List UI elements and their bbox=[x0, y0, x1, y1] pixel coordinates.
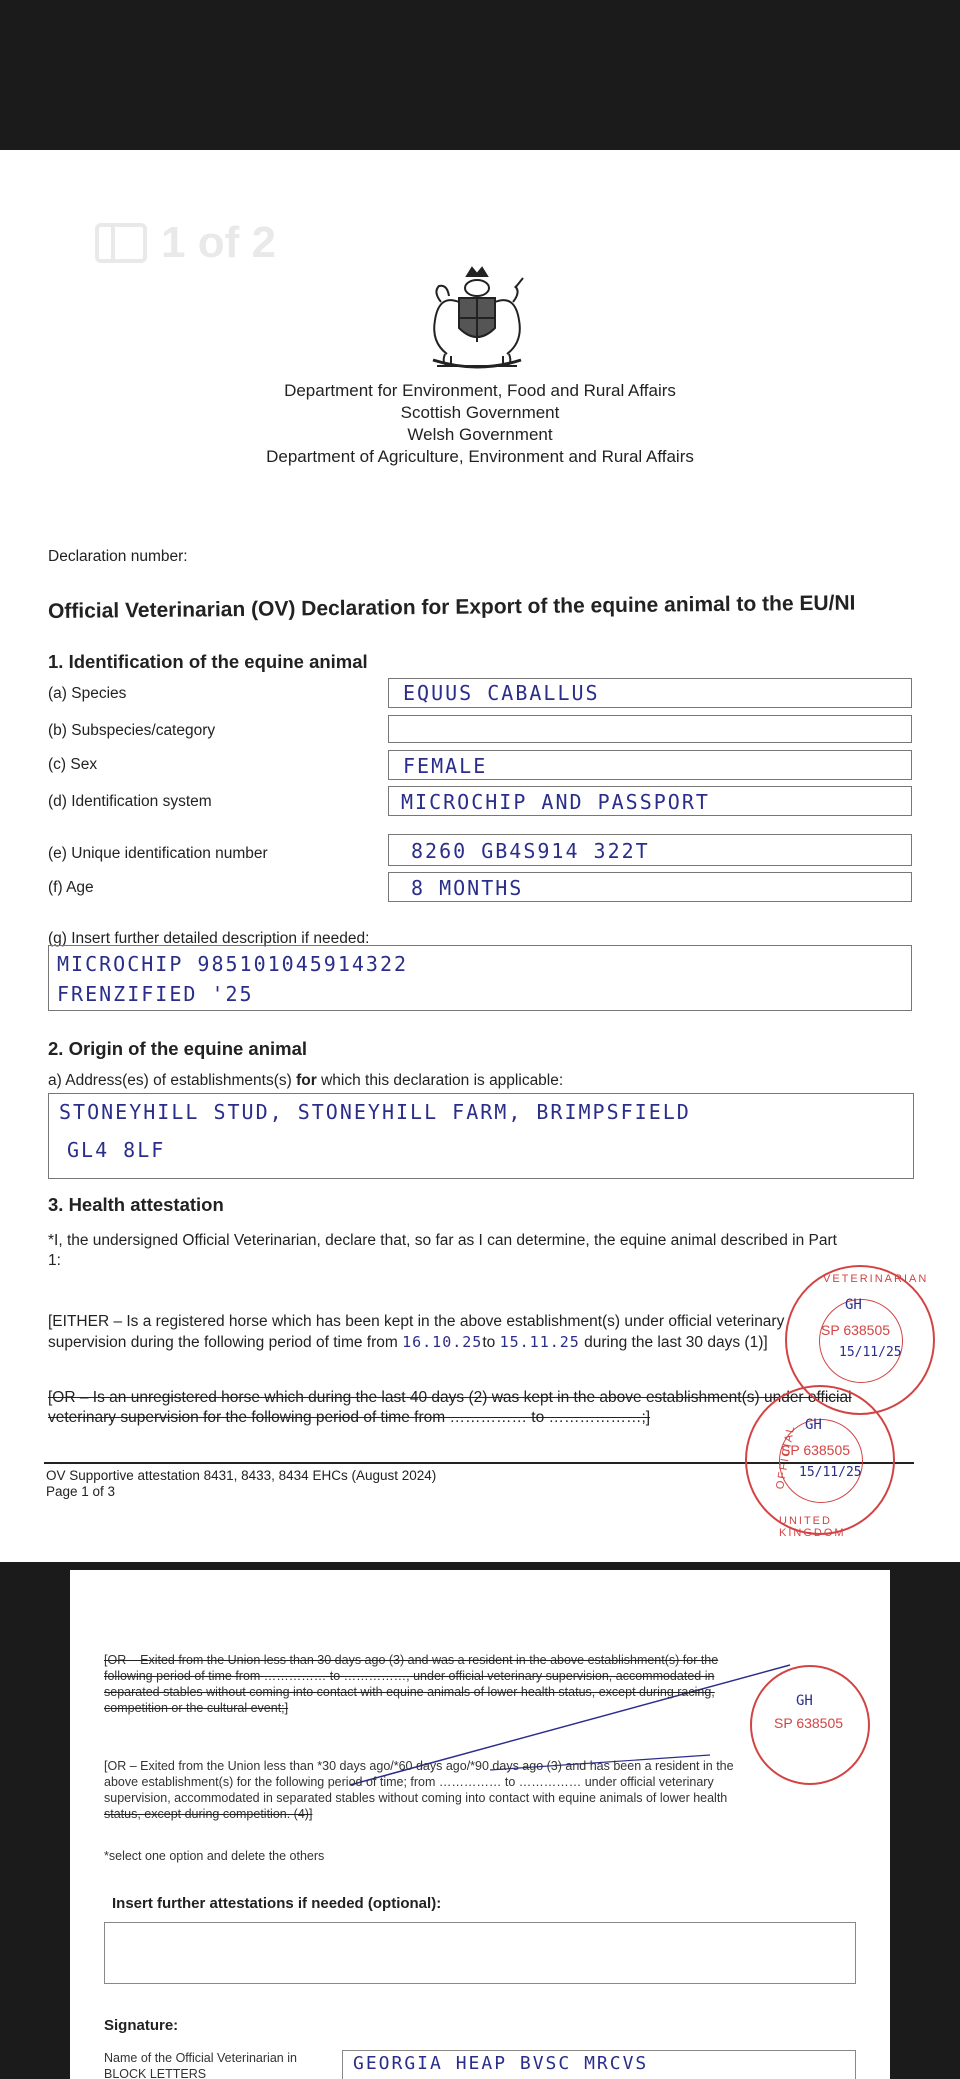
department-scottish-gov: Scottish Government bbox=[400, 403, 560, 422]
document-title: Official Veterinarian (OV) Declaration for Export of the equine animal to the EU/NI bbox=[47, 591, 856, 623]
sex-field[interactable] bbox=[388, 750, 912, 780]
department-defra: Department for Environment, Food and Rural Affairs bbox=[284, 381, 676, 400]
section1-heading: 1. Identification of the equine animal bbox=[48, 651, 368, 672]
footer-page: Page 1 of 3 bbox=[46, 1484, 116, 1499]
section3-heading: 3. Health attestation bbox=[48, 1194, 224, 1215]
section2-heading: 2. Origin of the equine animal bbox=[48, 1038, 308, 1059]
attestation-intro: *I, the undersigned Official Veterinarian, declare that, so far as I can determine, the equine animal described in Part 1: bbox=[48, 1232, 837, 1269]
id-system-field[interactable] bbox=[388, 786, 912, 816]
id-system-value: MICROCHIP AND PASSPORT bbox=[401, 790, 710, 814]
signature-label: Signature: bbox=[104, 2017, 179, 2034]
footer-attestation: OV Supportive attestation 8431, 8433, 8434 EHCs (August 2024) bbox=[46, 1468, 437, 1483]
vet-name-field[interactable] bbox=[342, 2050, 856, 2079]
select-option-note: *select one option and delete the others bbox=[104, 1849, 325, 1863]
or-exited-30-days: [OR – Exited from the Union less than 30 days ago (3) and was a resident in the above establishment(s) for the following period of time from …………… to ……………, under official veterinary supervision, accommodated in separated stables without coming into contact with equine animals of lower health status, except during racing, competition or the cultural event;] bbox=[104, 1653, 719, 1715]
sex-label: (c) Sex bbox=[48, 756, 98, 773]
age-field[interactable] bbox=[388, 872, 912, 902]
further-attestations-label: Insert further attestations if needed (optional): bbox=[112, 1895, 442, 1912]
department-welsh-gov: Welsh Government bbox=[407, 425, 553, 444]
address-line2: GL4 8LF bbox=[67, 1138, 166, 1162]
id-system-label: (d) Identification system bbox=[48, 793, 212, 810]
further-description-label: (g) Insert further detailed description if needed: bbox=[48, 930, 370, 947]
either-option: [EITHER – Is a registered horse which has been kept in the above establishment(s) under official veterinary supervision during the following period of time from 16.10.25to 15.11.25 during the last 30 days (1)] bbox=[48, 1313, 785, 1351]
uid-label: (e) Unique identification number bbox=[48, 845, 268, 862]
official-vet-stamp: VETERINARIAN GH SP 638505 15/11/25 bbox=[785, 1265, 935, 1415]
official-vet-stamp-2: OFFICIAL GH SP 638505 15/11/25 UNITED KINGDOM bbox=[745, 1385, 895, 1535]
page-indicator: 1 of 2 bbox=[95, 218, 276, 268]
further-description-line2: FRENZIFIED '25 bbox=[57, 982, 254, 1006]
age-label: (f) Age bbox=[48, 879, 94, 896]
uid-value: 8260 GB4S914 322T bbox=[411, 839, 650, 863]
address-line1: STONEYHILL STUD, STONEYHILL FARM, BRIMPSFIELD bbox=[59, 1100, 691, 1124]
pages-icon bbox=[95, 223, 147, 263]
department-list bbox=[0, 380, 960, 468]
vet-name-label: Name of the Official Veterinarian in BLOCK LETTERS bbox=[104, 2051, 297, 2079]
uid-field[interactable] bbox=[388, 834, 912, 866]
document-page-2 bbox=[70, 1570, 890, 2079]
further-attestations-field[interactable] bbox=[104, 1922, 856, 1984]
species-value: EQUUS CABALLUS bbox=[403, 681, 600, 705]
subspecies-field[interactable] bbox=[388, 715, 912, 743]
further-description-field[interactable] bbox=[48, 945, 912, 1011]
royal-coat-of-arms-icon bbox=[415, 262, 540, 372]
further-description-line1: MICROCHIP 985101045914322 bbox=[57, 952, 409, 976]
vet-name-value: GEORGIA HEAP BVSC MRCVS bbox=[353, 2053, 649, 2074]
or-option-struck: [OR – Is an unregistered horse which during the last 40 days (2) was kept in the above establishment(s) under official veterinary supervision for the following period of time from …………… to ………………;] bbox=[48, 1389, 852, 1426]
viewer-top-bar bbox=[0, 0, 960, 150]
species-label: (a) Species bbox=[48, 685, 127, 702]
official-vet-stamp-page2: GH SP 638505 bbox=[750, 1665, 870, 1785]
species-field[interactable] bbox=[388, 678, 912, 708]
document-page-1 bbox=[0, 150, 960, 1562]
strike-through-lines bbox=[70, 1570, 890, 2079]
address-field[interactable] bbox=[48, 1093, 914, 1179]
declaration-number-label: Declaration number: bbox=[48, 548, 188, 565]
address-label: a) Address(es) of establishments(s) for which this declaration is applicable: bbox=[48, 1072, 564, 1089]
department-daera: Department of Agriculture, Environment and Rural Affairs bbox=[266, 447, 694, 466]
subspecies-label: (b) Subspecies/category bbox=[48, 722, 216, 739]
age-value: 8 MONTHS bbox=[411, 876, 524, 900]
or-exited-90-days: [OR – Exited from the Union less than *30 days ago/*60 days ago/*90 days ago (3) and has been a resident in the above establishment(s) for the following period of time; from …………… to …………… under official veterinary supervision, accommodated in separated stables without coming into contact with equine animals of lower health status, except during competition. (4)] bbox=[104, 1759, 734, 1821]
sex-value: FEMALE bbox=[403, 754, 488, 778]
